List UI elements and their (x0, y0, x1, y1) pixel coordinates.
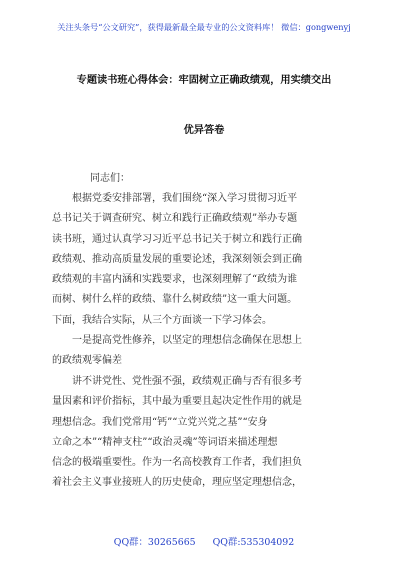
paragraph-line: 下面，我结合实际，从三个方面谈一下学习体会。 (52, 314, 272, 326)
paragraph-line: 而树、树什么样的政绩、靠什么树政绩”这一重大问题。 (52, 294, 298, 306)
paragraph-line: 读书班，通过认真学习习近平总书记关于树立和践行正确 (52, 233, 302, 245)
paragraph-intro (52, 189, 358, 331)
footer-contact (0, 534, 408, 548)
paragraph-body (52, 372, 358, 494)
paragraph-line: 讲不讲党性、党性强不强，政绩观正确与否有很多考 (52, 376, 302, 387)
footer-qq-group-1: QQ群：30265665 (113, 537, 196, 548)
salutation: 同志们： (90, 173, 130, 184)
document-title-line-1: 专题读书班心得体会：牢固树立正确政绩观，用实绩交出 (76, 74, 332, 86)
paragraph-line: 立命之本”“精神支柱”“政治灵魂”等词语来描述理想 (52, 436, 278, 448)
paragraph-line: 理想信念。我们党常用“钙”“立党兴党之基”“安身 (52, 416, 268, 428)
paragraph-line: 一是提高党性修养，以坚定的理想信念确保在思想上 (52, 335, 302, 346)
paragraph-line: 根据党委安排部署，我们围绕“深入学习贯彻习近平 (52, 193, 298, 204)
paragraph-line: 总书记关于调查研究、树立和践行正确政绩观”举办专题 (52, 213, 298, 225)
paragraph-line: 着社会主义事业接班人的历史使命，理应坚定理想信念， (52, 477, 302, 489)
paragraph-line: 量因素和评价指标，其中最为重要且起决定性作用的就是 (52, 396, 302, 408)
footer-qq-group-2: QQ群:535304092 (212, 537, 295, 548)
paragraph-line: 信念的极端重要性。作为一名高校教育工作者，我们担负 (52, 457, 302, 469)
paragraph-line: 政绩观的丰富内涵和实践要求，也深刻理解了“政绩为谁 (52, 274, 298, 286)
paragraph-line: 的政绩观零偏差 (52, 355, 122, 367)
header-banner: 关注头条号“公文研究”，获得最新最全最专业的公文资料库！ 微信：gongwenyj (57, 22, 351, 32)
document-title-line-2: 优异答卷 (183, 124, 225, 136)
paragraph-line: 政绩观、推动高质量发展的重要论述，我深刻领会到正确 (52, 253, 302, 265)
paragraph-section-heading (52, 331, 358, 372)
